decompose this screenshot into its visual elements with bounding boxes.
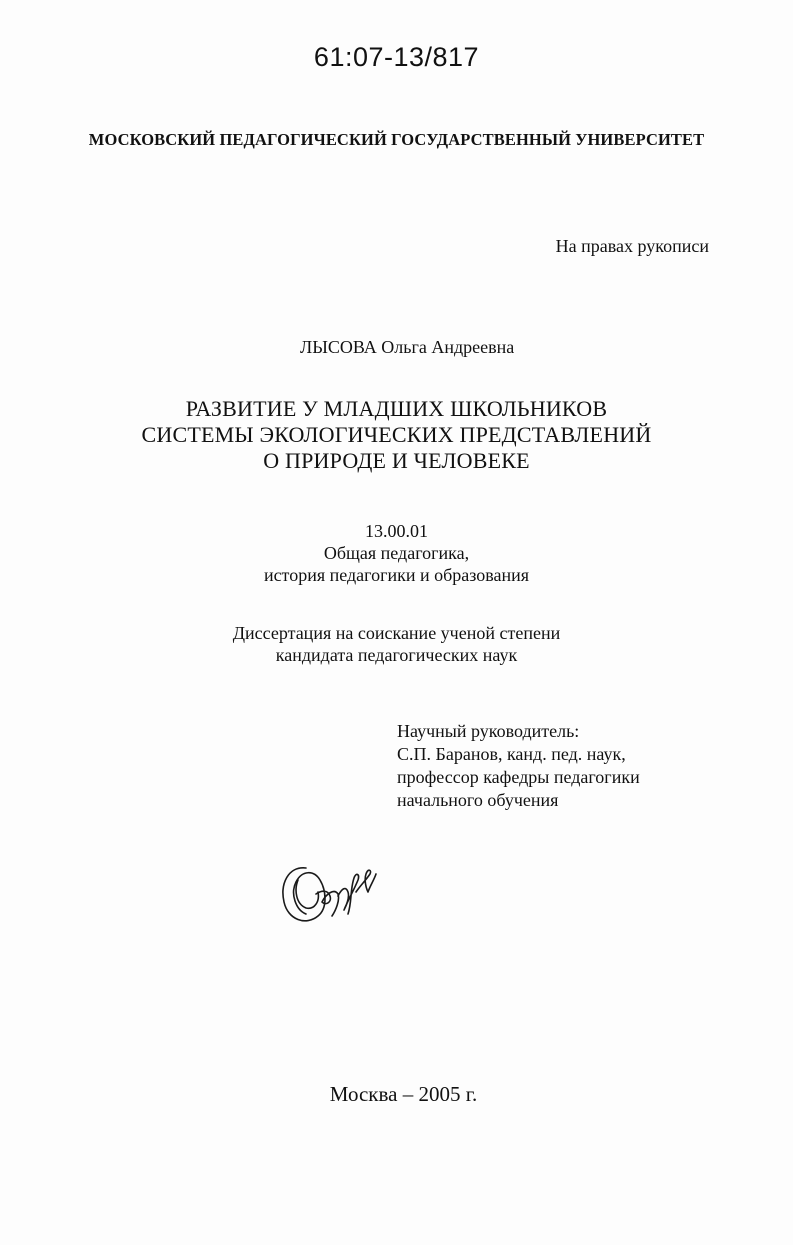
supervisor-position-line-2: начального обучения <box>397 790 559 810</box>
supervisor-block <box>397 720 640 812</box>
title-line-1: РАЗВИТИЕ У МЛАДШИХ ШКОЛЬНИКОВ <box>185 396 608 421</box>
specialty-code: 13.00.01 <box>365 521 428 541</box>
degree-line-1: Диссертация на соискание ученой степени <box>232 623 561 643</box>
rights-note: На правах рукописи <box>555 236 709 256</box>
catalog-number: 61:07-13/817 <box>313 42 480 72</box>
supervisor-position-line-1: профессор кафедры педагогики <box>397 767 640 787</box>
university-name: МОСКОВСКИЙ ПЕДАГОГИЧЕСКИЙ ГОСУДАРСТВЕННЫЙ УНИВЕРСИТЕТ <box>88 130 705 149</box>
dissertation-title <box>0 396 793 474</box>
specialty-name-line-1: Общая педагогика, <box>323 543 470 563</box>
author-name: ЛЫСОВА Ольга Андреевна <box>300 337 515 357</box>
specialty-block <box>0 520 793 586</box>
degree-block <box>0 622 793 666</box>
specialty-name-line-2: история педагогики и образования <box>263 565 530 585</box>
handwritten-signature <box>276 850 396 930</box>
supervisor-name: С.П. Баранов, канд. пед. наук, <box>397 744 626 764</box>
supervisor-label: Научный руководитель: <box>397 721 580 741</box>
degree-line-2: кандидата педагогических наук <box>275 645 518 665</box>
title-line-3: О ПРИРОДЕ И ЧЕЛОВЕКЕ <box>263 448 530 473</box>
title-line-2: СИСТЕМЫ ЭКОЛОГИЧЕСКИХ ПРЕДСТАВЛЕНИЙ <box>141 422 652 447</box>
city-year: Москва – 2005 г. <box>329 1082 478 1106</box>
